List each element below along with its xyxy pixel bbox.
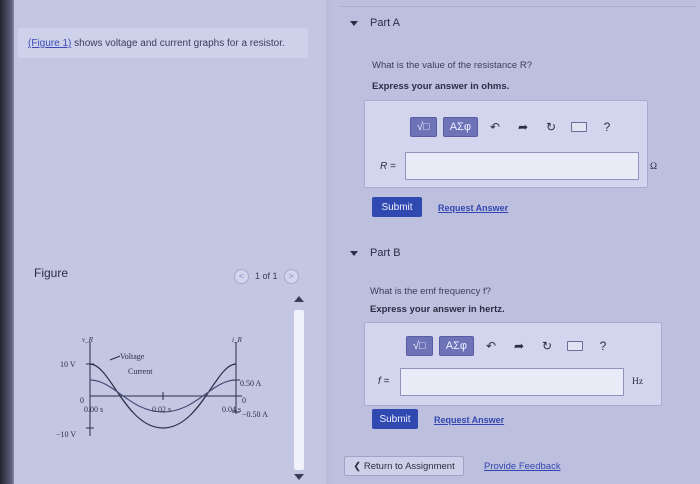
label-t0: 0.00 s: [84, 405, 104, 414]
help-icon[interactable]: ?: [603, 120, 611, 134]
legend-voltage-line: [110, 356, 120, 360]
symbols-button[interactable]: ΑΣφ: [443, 117, 478, 137]
label-neg10v: −10 V: [56, 430, 77, 439]
legend-voltage: Voltage: [120, 352, 145, 361]
label-neg050a: −0.50 A: [242, 410, 268, 419]
provide-feedback-link[interactable]: Provide Feedback: [484, 461, 561, 472]
part-b-eq-label: f =: [378, 376, 390, 387]
pager-text: 1 of 1: [255, 271, 278, 281]
redo-icon[interactable]: ➦: [513, 339, 524, 353]
part-b-unit: Hz: [632, 377, 644, 387]
resistance-input[interactable]: [405, 152, 639, 180]
legend-current: Current: [128, 367, 153, 376]
label-zero-left: 0: [80, 396, 84, 405]
part-b-header[interactable]: [350, 247, 401, 259]
part-a-unit: Ω: [650, 162, 658, 172]
part-a-instruction: Express your answer in ohms.: [372, 81, 510, 92]
redo-icon[interactable]: ➦: [517, 120, 528, 134]
templates-button[interactable]: √□: [406, 336, 433, 356]
symbols-button[interactable]: ΑΣφ: [439, 336, 474, 356]
figure-pager: [234, 268, 299, 284]
prev-figure-button[interactable]: <: [234, 269, 249, 284]
collapse-triangle-icon: [350, 251, 358, 256]
scroll-up-arrow-icon[interactable]: [294, 296, 304, 302]
part-a-submit-button[interactable]: Submit: [372, 197, 422, 217]
figure-link[interactable]: (Figure 1): [28, 38, 72, 49]
label-t2: 0.04 s: [222, 405, 242, 414]
part-b-request-answer-link[interactable]: Request Answer: [434, 415, 505, 425]
reset-icon[interactable]: ↻: [541, 339, 552, 353]
label-zero-right: 0: [242, 396, 246, 405]
keyboard-icon[interactable]: [567, 341, 583, 351]
label-10v: 10 V: [60, 360, 76, 369]
part-a-question: What is the value of the resistance R?: [372, 60, 532, 71]
voltage-current-graph: [30, 330, 292, 450]
part-a-toolbar: [410, 117, 618, 137]
part-b-question: What is the emf frequency f?: [370, 286, 491, 297]
label-t1: 0.02 s: [152, 405, 172, 414]
intro-text: shows voltage and current graphs for a resistor.: [71, 38, 285, 49]
i-axis-title: i_R: [232, 336, 242, 344]
reset-icon[interactable]: ↻: [545, 120, 556, 134]
return-to-assignment-button[interactable]: ❮ Return to Assignment: [344, 456, 464, 476]
next-figure-button[interactable]: >: [284, 269, 299, 284]
help-icon[interactable]: ?: [599, 339, 607, 353]
part-a-eq-label: R =: [380, 161, 396, 172]
part-b-toolbar: [406, 336, 614, 356]
part-a-header[interactable]: [350, 17, 400, 29]
figure-label: Figure: [34, 266, 69, 280]
label-050a: 0.50 A: [240, 379, 262, 388]
v-axis-title: v_R: [82, 336, 93, 344]
undo-icon[interactable]: ↶: [485, 339, 496, 353]
part-a-request-answer-link[interactable]: Request Answer: [438, 203, 509, 213]
collapse-triangle-icon: [350, 21, 358, 26]
figure-scrollbar[interactable]: [294, 310, 304, 470]
templates-button[interactable]: √□: [410, 117, 437, 137]
scroll-down-arrow-icon[interactable]: [294, 474, 304, 480]
top-divider: [340, 6, 696, 7]
keyboard-icon[interactable]: [571, 122, 587, 132]
part-b-submit-button[interactable]: Submit: [372, 409, 418, 429]
part-b-title: Part B: [370, 247, 401, 259]
part-b-instruction: Express your answer in hertz.: [370, 304, 505, 315]
part-a-title: Part A: [370, 17, 400, 29]
frequency-input[interactable]: [400, 368, 624, 396]
intro-box: [18, 28, 308, 58]
undo-icon[interactable]: ↶: [489, 120, 500, 134]
